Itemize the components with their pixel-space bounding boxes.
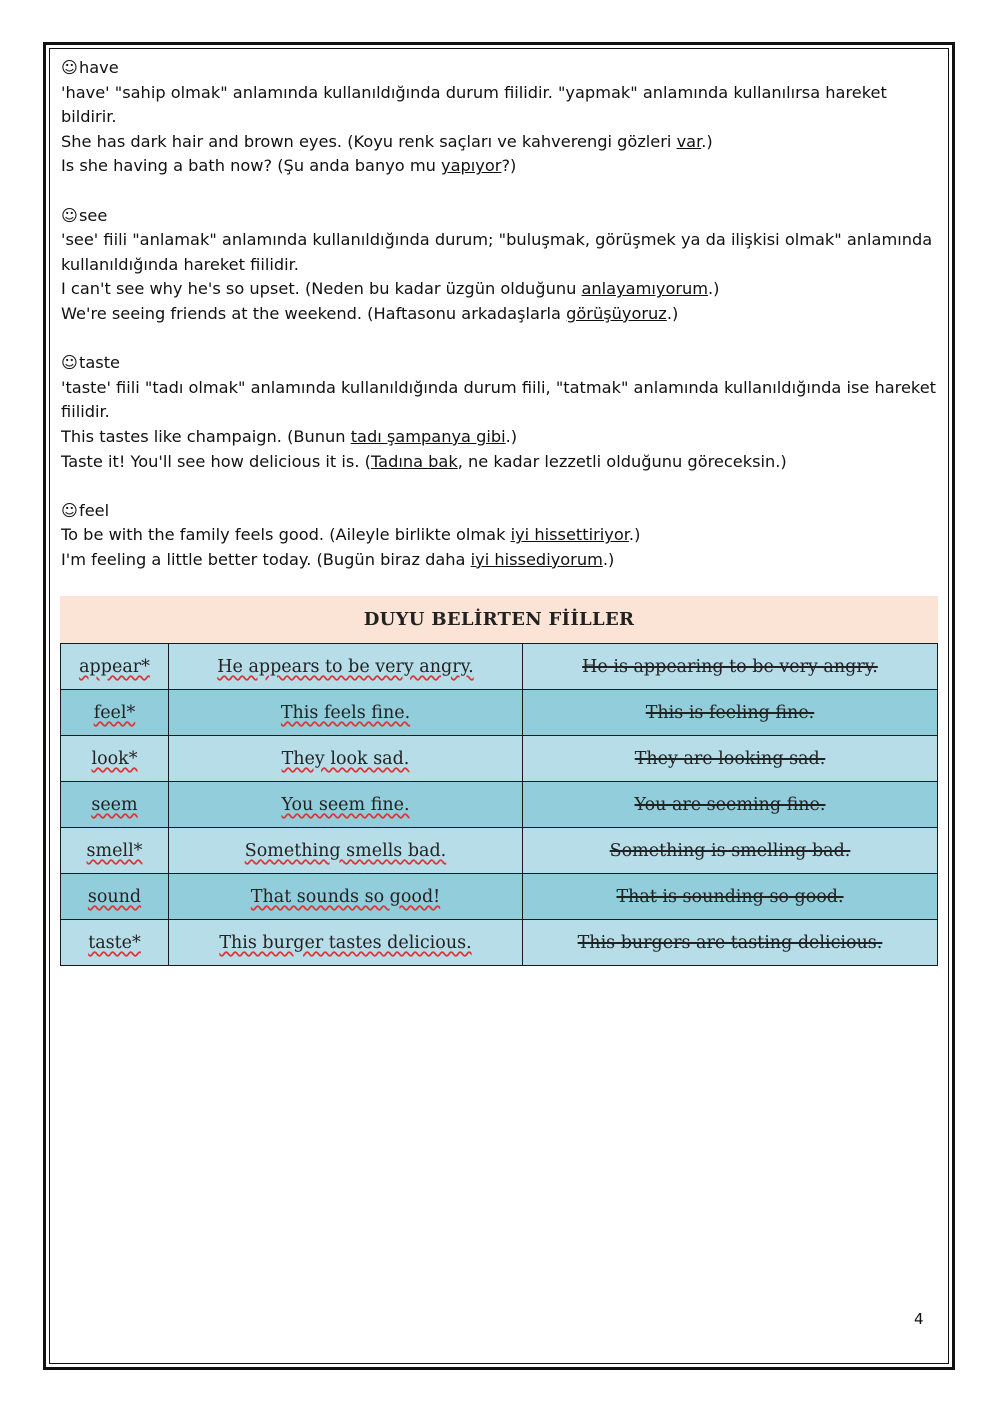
section-heading: feel — [79, 500, 110, 520]
table-row — [61, 736, 938, 782]
section-definition: 'see' fiili "anlamak" anlamında kullanıldığında durum; "buluşmak, görüşmek ya da ilişkisi olmak" anlamında kullanıldığında hareket fiilidir. — [61, 230, 933, 274]
verb-cell: smell* — [61, 828, 169, 874]
example-line: I'm feeling a little better today. (Bugün biraz daha iyi hissediyorum.) — [61, 549, 615, 569]
section-see — [61, 204, 941, 327]
content-body — [61, 56, 941, 597]
section-have — [61, 56, 941, 179]
correct-example-cell: He appears to be very angry. — [169, 644, 523, 690]
correct-example-cell: That sounds so good! — [169, 874, 523, 920]
wrong-example-cell: He is appearing to be very angry. — [523, 644, 938, 690]
table-row — [61, 782, 938, 828]
correct-example-cell: This burger tastes delicious. — [169, 920, 523, 966]
wrong-example-cell: This burgers are tasting delicious. — [523, 920, 938, 966]
table-row — [61, 690, 938, 736]
page-number: 4 — [914, 1310, 924, 1328]
correct-example-cell: You seem fine. — [169, 782, 523, 828]
sense-verbs-table — [60, 596, 938, 966]
section-definition: 'taste' fiili "tadı olmak" anlamında kullanıldığında durum fiili, "tatmak" anlamında kullanıldığında ise hareket fiilidir. — [61, 377, 937, 422]
verb-cell: look* — [61, 736, 169, 782]
correct-example-cell: This feels fine. — [169, 690, 523, 736]
section-feel — [61, 499, 941, 573]
verbs-table — [60, 643, 938, 966]
verb-cell: sound — [61, 874, 169, 920]
example-line: Taste it! You'll see how delicious it is. (Tadına bak, ne kadar lezzetli olduğunu göreceksin.) — [61, 451, 787, 471]
table-title: DUYU BELİRTEN FİİLLER — [60, 596, 938, 643]
table-row — [61, 644, 938, 690]
section-heading: see — [79, 205, 108, 225]
smiley-icon: ☺ — [61, 58, 78, 77]
smiley-icon: ☺ — [61, 205, 78, 225]
wrong-example-cell: Something is smelling bad. — [523, 828, 938, 874]
section-taste — [61, 351, 941, 474]
wrong-example-cell: That is sounding so good. — [523, 874, 938, 920]
wrong-example-cell: You are seeming fine. — [523, 782, 938, 828]
example-line: Is she having a bath now? (Şu anda banyo mu yapıyor?) — [61, 156, 517, 176]
wrong-example-cell: They are looking sad. — [523, 736, 938, 782]
section-heading: have — [79, 58, 119, 77]
wrong-example-cell: This is feeling fine. — [523, 690, 938, 736]
example-line: I can't see why he's so upset. (Neden bu kadar üzgün olduğunu anlayamıyorum.) — [61, 279, 720, 299]
verb-cell: taste* — [61, 920, 169, 966]
table-row — [61, 828, 938, 874]
section-definition: 'have' "sahip olmak" anlamında kullanıldığında durum fiilidir. "yapmak" anlamında kullanılırsa hareket bildirir. — [61, 82, 887, 127]
example-line: This tastes like champaign. (Bunun tadı şampanya gibi.) — [61, 426, 518, 446]
smiley-icon: ☺ — [61, 500, 78, 520]
correct-example-cell: They look sad. — [169, 736, 523, 782]
example-line: She has dark hair and brown eyes. (Koyu renk saçları ve kahverengi gözleri var.) — [61, 131, 713, 151]
example-line: We're seeing friends at the weekend. (Haftasonu arkadaşlarla görüşüyoruz.) — [61, 303, 679, 323]
verb-cell: appear* — [61, 644, 169, 690]
smiley-icon: ☺ — [61, 353, 78, 373]
verb-cell: feel* — [61, 690, 169, 736]
verb-cell: seem — [61, 782, 169, 828]
correct-example-cell: Something smells bad. — [169, 828, 523, 874]
example-line: To be with the family feels good. (Aileyle birlikte olmak iyi hissettiriyor.) — [61, 525, 641, 545]
section-heading: taste — [79, 353, 121, 373]
table-row — [61, 920, 938, 966]
table-row — [61, 874, 938, 920]
